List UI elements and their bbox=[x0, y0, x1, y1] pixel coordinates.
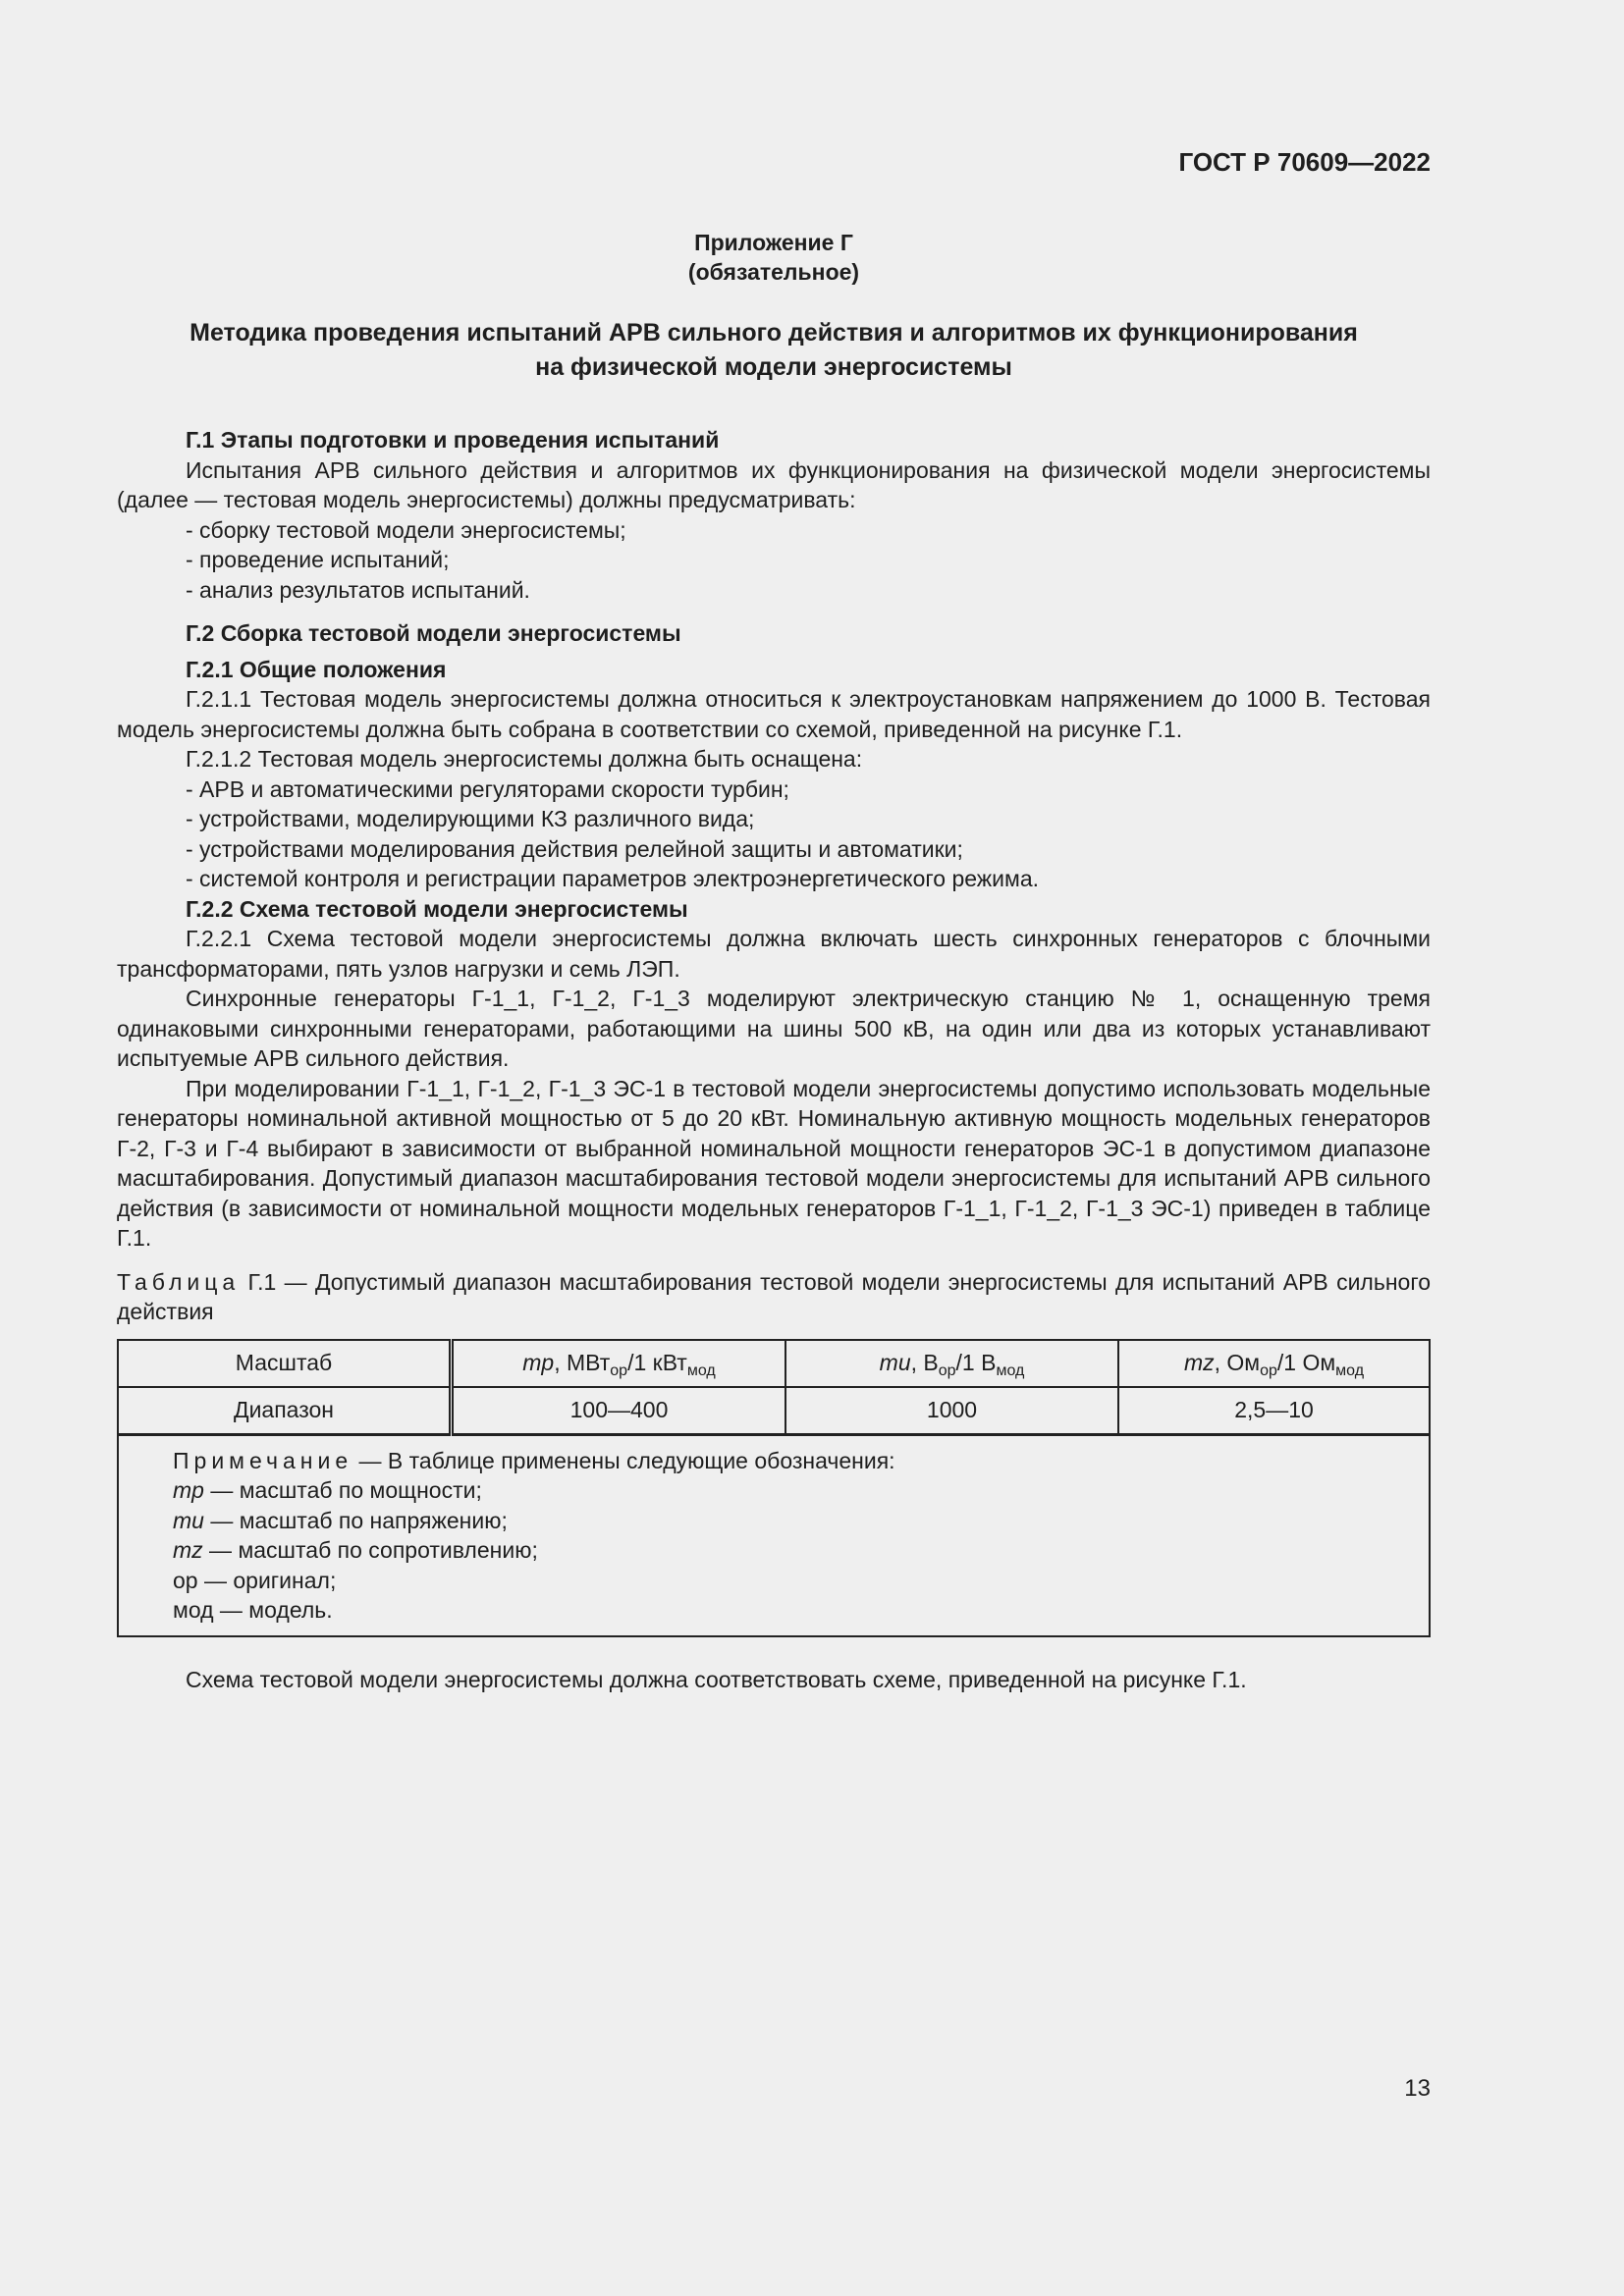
note-text: — В таблице применены следующие обозначения: bbox=[352, 1447, 895, 1473]
section-heading-g22: Г.2.2 Схема тестовой модели энергосистемы bbox=[186, 895, 688, 922]
header-scale: Масштаб bbox=[118, 1340, 452, 1387]
header-mu: mu, $В_{ор}/1$ $В_{мод}$ bbox=[785, 1340, 1118, 1387]
scaling-table bbox=[117, 1339, 1431, 1637]
note-item: mu — масштаб по напряжению; bbox=[173, 1507, 508, 1533]
paragraph-g1-intro: Испытания АРВ сильного действия и алгоритмов их функционирования на физической модели энергосистемы (далее — тестовая модель энергосистемы) должны предусматривать: bbox=[117, 456, 1431, 512]
table-header-row bbox=[118, 1340, 1430, 1387]
list-item: - анализ результатов испытаний. bbox=[186, 576, 530, 603]
section-heading-g2: Г.2 Сборка тестовой модели энергосистемы bbox=[186, 620, 681, 646]
paragraph-g212: Г.2.1.2 Тестовая модель энергосистемы должна быть оснащена: bbox=[186, 746, 863, 772]
note-prefix: Примечание bbox=[173, 1447, 353, 1473]
note-item: mp — масштаб по мощности; bbox=[173, 1477, 482, 1503]
paragraph-g221: Г.2.2.1 Схема тестовой модели энергосистемы должна включать шесть синхронных генераторов с блочными трансформаторами, пять узлов нагрузки и семь ЛЭП. bbox=[117, 926, 1431, 982]
page-number: 13 bbox=[1404, 2075, 1431, 2102]
header-mp: mp, МВт$_{ор}$/1 кВт$_{мод}$ bbox=[452, 1340, 786, 1387]
table-caption bbox=[117, 1267, 1431, 1327]
table-caption-text: Г.1 — Допустимый диапазон масштабирования тестовой модели энергосистемы для испытаний АРВ сильного действия bbox=[117, 1268, 1431, 1324]
list-item: - системой контроля и регистрации параметров электроэнергетического режима. bbox=[186, 866, 1040, 891]
value-mz: 2,5—10 bbox=[1118, 1387, 1430, 1435]
section-heading-g1: Г.1 Этапы подготовки и проведения испытаний bbox=[186, 427, 720, 453]
paragraph-sync-generators: Синхронные генераторы Г-1_1, Г-1_2, Г-1_3 моделируют электрическую станцию № 1, оснащенную тремя одинаковыми синхронными генераторами, работающими на шины 500 кВ, на один или два из которых устанавливают испытуемые АРВ сильного действия. bbox=[117, 986, 1431, 1071]
list-item: - устройствами моделирования действия релейной защиты и автоматики; bbox=[186, 835, 963, 862]
list-item: - АРВ и автоматическими регуляторами скорости турбин; bbox=[186, 775, 789, 802]
note-item: ор — оригинал; bbox=[173, 1567, 337, 1593]
document-id: ГОСТ Р 70609—2022 bbox=[1178, 147, 1431, 177]
value-mp: 100—400 bbox=[452, 1387, 786, 1435]
value-mu: 1000 bbox=[785, 1387, 1118, 1435]
section-heading-g21: Г.2.1 Общие положения bbox=[186, 656, 447, 682]
table-caption-prefix: Таблица bbox=[117, 1268, 241, 1295]
row-label: Диапазон bbox=[118, 1387, 452, 1435]
body-text bbox=[117, 425, 1431, 1694]
table-note bbox=[118, 1434, 1430, 1636]
paragraph-g211: Г.2.1.1 Тестовая модель энергосистемы должна относиться к электроустановкам напряжением до 1000 В. Тестовая модель энергосистемы должна быть собрана в соответствии со схемой, приведенной на рисунке Г.1. bbox=[117, 686, 1431, 742]
header-mz: mz, $Ом_{ор}/1$ $Ом_{мод}$ bbox=[1118, 1340, 1430, 1387]
table-row bbox=[118, 1387, 1430, 1435]
main-title-line1: Методика проведения испытаний АРВ сильного действия и алгоритмов их функционирования bbox=[189, 319, 1358, 347]
table-note-row bbox=[118, 1434, 1430, 1636]
appendix-title: Приложение Г bbox=[694, 230, 853, 255]
note-item: mz — масштаб по сопротивлению; bbox=[173, 1537, 538, 1563]
main-title-line2: на физической модели энергосистемы bbox=[535, 353, 1012, 381]
list-item: - сборку тестовой модели энергосистемы; bbox=[186, 516, 626, 543]
appendix-status: (обязательное) bbox=[687, 259, 860, 285]
paragraph-model-generators: При моделировании Г-1_1, Г-1_2, Г-1_3 ЭС-1 в тестовой модели энергосистемы допустимо использовать модельные генераторы номинальной активной мощностью от 5 до 20 кВт. Номинальную активную мощность модельных генераторов Г-2, Г-3 и Г-4 выбирают в зависимости от выбранной номинальной мощности генераторов ЭС-1 в допустимом диапазоне масштабирования. Допустимый диапазон масштабирования тестовой модели энергосистемы для испытаний АРВ сильного действия (в зависимости от номинальной мощности модельных генераторов Г-1_1, Г-1_2, Г-1_3 ЭС-1) приведен в таблице Г.1. bbox=[117, 1075, 1431, 1251]
list-item: - проведение испытаний; bbox=[186, 547, 450, 572]
closing-paragraph: Схема тестовой модели энергосистемы должна соответствовать схеме, приведенной на рисунке Г.1. bbox=[186, 1666, 1247, 1692]
list-item: - устройствами, моделирующими КЗ различного вида; bbox=[186, 806, 755, 831]
note-item: мод — модель. bbox=[173, 1597, 333, 1623]
